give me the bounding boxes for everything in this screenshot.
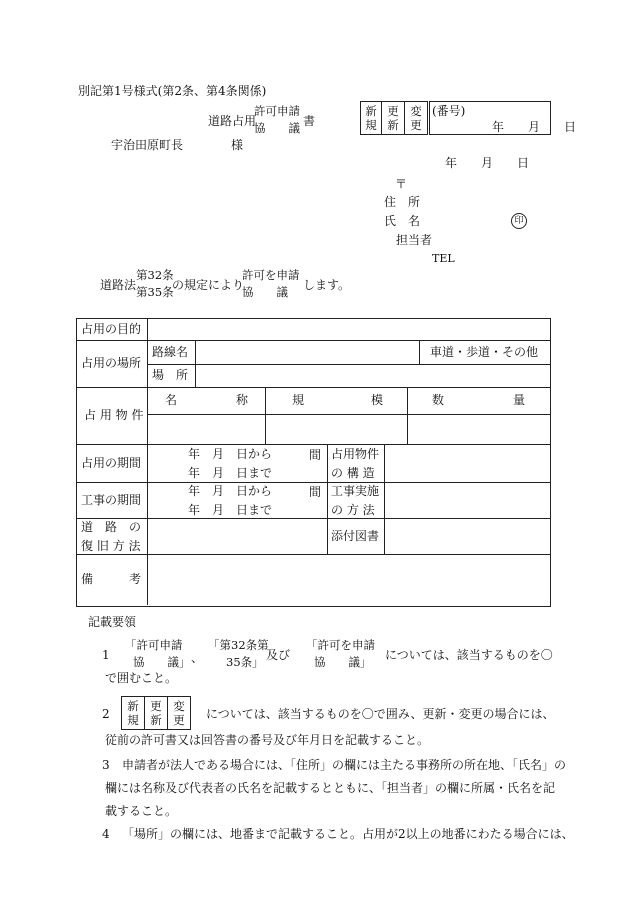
method-label: 工事実施 の 方 法 (331, 484, 380, 517)
occupancy-period-range[interactable] (188, 445, 272, 482)
title-choice-bottom: 協 議 (254, 120, 300, 135)
purpose-label: 占用の目的 (81, 322, 142, 336)
occupancy-from: 年 月 日から (188, 447, 273, 461)
note-1-quote-3: 「許可を申請 協 議」 (306, 638, 375, 669)
number-date: 年 月 日 (492, 120, 577, 134)
notes-heading: 記載要領 (88, 615, 137, 629)
note-2-renew: 更 新 (145, 697, 168, 730)
contact-label: 担当者 (396, 233, 433, 247)
title-prefix: 道路占用 (208, 114, 257, 128)
status-cells (360, 101, 428, 135)
tel-label: TEL (432, 252, 455, 265)
rule (76, 554, 550, 555)
objects-label: 占 用 物 件 (84, 408, 144, 422)
rule (407, 387, 408, 444)
route-name-label: 路線名 (152, 345, 189, 359)
seal-mark: 印 (511, 213, 527, 229)
work-period-label: 工事の期間 (81, 493, 142, 507)
col-scale-b: 模 (371, 393, 384, 407)
title-suffix: 書 (303, 114, 316, 128)
honorific: 様 (231, 138, 244, 152)
note-1-cont: で囲むこと。 (105, 671, 178, 685)
col-scale-a: 規 (292, 393, 305, 407)
address-label: 住 所 (384, 195, 421, 209)
col-name-b: 称 (236, 393, 249, 407)
work-period-range[interactable] (188, 482, 272, 519)
place-label: 場 所 (152, 368, 189, 382)
rule (419, 340, 420, 364)
note-4-line-1: 「場所」の欄には、地番まで記載すること。占用が2以上の地番にわたる場合には、 (122, 827, 574, 841)
note-1-number: 1 (102, 648, 110, 662)
application-date[interactable]: 年 月 日 (445, 156, 530, 170)
form-id: 別記第1号様式(第2条、第4条関係) (78, 84, 267, 98)
rule (76, 444, 550, 445)
rule (384, 444, 385, 554)
postal-mark: 〒 (395, 177, 408, 191)
statement-middle: の規定により (172, 278, 245, 292)
note-1-quote-1: 「許可申請 協 議」 (125, 638, 191, 669)
work-duration: 間 (309, 485, 322, 499)
request-choice-top: 許可を申請 (242, 268, 300, 282)
law-choice (136, 270, 174, 298)
note-2-new: 新 規 (122, 697, 145, 730)
rule (76, 518, 550, 519)
note-1-separator: 、 (191, 651, 204, 665)
col-qty-b: 量 (513, 393, 526, 407)
rule (147, 414, 550, 415)
request-choice-bottom: 協 議 (242, 284, 288, 299)
note-3-number: 3 (102, 758, 110, 772)
restoration-label: 道 路 の 復 旧 方 法 (81, 520, 142, 553)
note-3-line-3: 載すること。 (105, 804, 178, 818)
addressee: 宇治田原町長 (111, 138, 184, 152)
col-qty-a: 数 (432, 393, 445, 407)
note-2-cont: 従前の許可書又は回答書の番号及び年月日を記載すること。 (105, 733, 430, 747)
rule (327, 444, 328, 554)
label-divider (147, 318, 148, 605)
rule (76, 387, 550, 388)
structure-label: 占用物件 の 構 造 (331, 447, 380, 480)
note-1-text: については、該当するものを〇 (385, 648, 553, 662)
remarks-label: 備 考 (81, 572, 142, 586)
request-choice (242, 270, 300, 298)
occupancy-duration: 間 (309, 448, 322, 462)
occupancy-to: 年 月 日まで (188, 465, 273, 480)
note-2-status-box (121, 696, 191, 730)
rule (195, 340, 196, 387)
note-2-number: 2 (102, 707, 110, 721)
note-3-line-1: 申請者が法人である場合には、「住所」の欄には主たる事務所の所在地、「氏名」の (122, 758, 567, 772)
status-new[interactable]: 新 規 (361, 102, 382, 135)
number-label: (番号) (432, 104, 466, 118)
rule (76, 482, 550, 483)
col-name-a: 名 (165, 393, 178, 407)
statement-prefix: 道路法 (100, 278, 137, 292)
attachments-label: 添付図書 (331, 529, 380, 543)
road-type-options[interactable]: 車道・歩道・その他 (430, 345, 539, 359)
work-from: 年 月 日から (188, 484, 273, 498)
occupancy-period-label: 占用の期間 (81, 456, 142, 470)
note-2-change: 変 更 (168, 697, 191, 730)
note-4-number: 4 (102, 827, 110, 841)
note-3-line-2: 欄には名称及び代表者の氏名を記載するとともに、「担当者」の欄に所属・氏名を記 (105, 781, 556, 795)
title-choice (254, 106, 300, 134)
law-choice-top: 第32条 (136, 268, 174, 282)
name-label: 氏 名 (384, 214, 421, 228)
note-2-text: については、該当するものを〇で囲み、更新・変更の場合には、 (206, 707, 555, 721)
status-renew[interactable]: 更 新 (382, 102, 405, 135)
location-label: 占用の場所 (81, 356, 142, 370)
note-1-and: 及び (266, 648, 291, 662)
statement-suffix: します。 (303, 278, 351, 292)
work-to: 年 月 日まで (188, 502, 273, 517)
rule (76, 340, 550, 341)
law-choice-bottom: 第35条 (136, 284, 174, 299)
note-1-quote-2: 「第32条第 35条」 (208, 638, 269, 669)
title-choice-top: 許可申請 (254, 104, 300, 118)
status-change[interactable]: 変 更 (405, 102, 428, 135)
rule (147, 364, 550, 365)
rule (265, 387, 266, 444)
